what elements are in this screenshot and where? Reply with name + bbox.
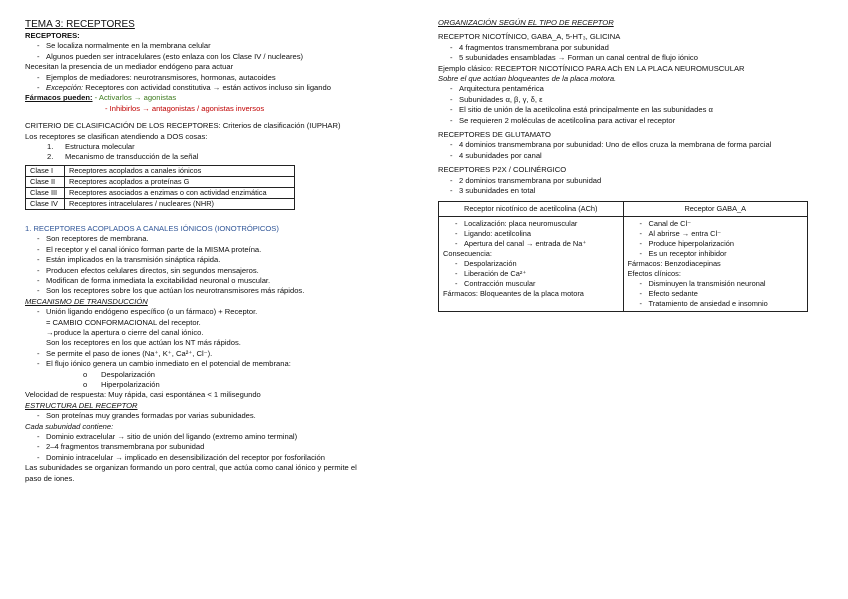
list-item: - Algunos pueden ser intracelulares (esto enlaza con los Clase IV / nucleares) (25, 52, 410, 62)
paragraph: Ejemplo clásico: RECEPTOR NICOTÍNICO PARA ACh EN LA PLACA NEUROMUSCULAR (438, 63, 745, 73)
table-header: Receptor GABA_A (623, 201, 808, 216)
right-column (438, 18, 820, 312)
paragraph: Los receptores se clasifican atendiendo a DOS cosas: (25, 131, 208, 141)
table-row (26, 176, 295, 187)
list-item: - 3 subunidades en total (438, 186, 820, 196)
list-item: - Localización: placa neuromuscular (443, 219, 619, 229)
table-cell: Clase III (26, 187, 65, 198)
list-item: - Dominio intracelular → implicado en desensibilización del receptor por fosforilación (25, 453, 410, 463)
list-item: - El flujo iónico genera un cambio inmediato en el potencial de membrana: (25, 359, 410, 369)
table-cell: Receptores intracelulares / nucleares (NHR) (65, 198, 295, 209)
section-heading: RECEPTOR NICOTÍNICO, GABA_A, 5-HT₃, GLICINA (438, 32, 621, 42)
table-cell (623, 216, 808, 311)
list-number: 2. (47, 152, 54, 162)
paragraph: Son los receptores en los que actúan los NT más rápidos. (46, 338, 241, 348)
list-item: - Liberación de Ca²⁺ (443, 269, 619, 279)
list-item: - Se requieren 2 moléculas de acetilcolina para activar el receptor (438, 116, 820, 126)
paragraph: Consecuencia: (443, 248, 492, 258)
page-title: TEMA 3: RECEPTORES (25, 19, 135, 30)
list-item: - 2–4 fragmentos transmembrana por subunidad (25, 442, 410, 452)
class-table (25, 165, 295, 210)
list-item: - Despolarización (443, 259, 619, 269)
list-item (25, 380, 410, 390)
table-row (26, 198, 295, 209)
section-heading: RECEPTORES P2X / COLINÉRGICO (438, 165, 567, 175)
list-item: - Se localiza normalmente en la membrana celular (25, 41, 410, 51)
subsection-heading: ESTRUCTURA DEL RECEPTOR (25, 400, 138, 410)
list-item: - Al abrirse → entra Cl⁻ (628, 229, 804, 239)
paragraph: Efectos clínicos: (627, 268, 681, 278)
list-item: - Contracción muscular (443, 279, 619, 289)
table-row (439, 216, 808, 311)
table-row (26, 187, 295, 198)
list-item: - Dominio extracelular → sitio de unión del ligando (extremo amino terminal) (25, 432, 410, 442)
list-item (25, 152, 410, 162)
list-marker: o (83, 379, 88, 389)
list-item: - 2 dominios transmembrana por subunidad (438, 176, 820, 186)
paragraph: Las subunidades se organizan formando un poro central, que actúa como canal iónico y permite el (25, 463, 357, 473)
excepcion-label: Excepción: (46, 83, 84, 93)
comparison-table (438, 201, 808, 312)
paragraph: Velocidad de respuesta: Muy rápida, casi espontánea < 1 milisegundo (25, 390, 261, 400)
list-item: - Apertura del canal → entrada de Na⁺ (443, 239, 619, 249)
list-item: - Subunidades α, β, γ, δ, ε (438, 95, 820, 105)
list-item: - Canal de Cl⁻ (628, 219, 804, 229)
list-item: - El sitio de unión de la acetilcolina está principalmente en las subunidades α (438, 105, 820, 115)
list-item (25, 370, 410, 380)
right-title: ORGANIZACIÓN SEGÚN EL TIPO DE RECEPTOR (438, 18, 614, 27)
table-cell (439, 216, 624, 311)
list-item: - 4 subunidades por canal (438, 151, 820, 161)
table-cell: Receptores acoplados a canales iónicos (65, 165, 295, 176)
table-header: Receptor nicotínico de acetilcolina (ACh) (439, 201, 624, 216)
list-item: - Unión ligando endógeno específico (o un fármaco) + Receptor. (25, 307, 410, 317)
list-item: - El receptor y el canal iónico forman parte de la MISMA proteína. (25, 245, 410, 255)
paragraph: paso de iones. (25, 473, 75, 483)
list-item: - Modifican de forma inmediata la excitabilidad neuronal o muscular. (25, 276, 410, 286)
criterio-heading: CRITERIO DE CLASIFICACIÓN DE LOS RECEPTORES: Criterios de clasificación (IUPHAR) (25, 121, 341, 131)
paragraph: = CAMBIO CONFORMACIONAL del receptor. (46, 317, 201, 327)
list-number: 1. (47, 142, 54, 152)
list-item: - Tratamiento de ansiedad e insomnio (628, 299, 804, 309)
list-text: Hiperpolarización (101, 379, 160, 389)
section-heading: RECEPTORES DE GLUTAMATO (438, 130, 551, 140)
list-item: - Se permite el paso de iones (Na⁺, K⁺, Ca²⁺, Cl⁻). (25, 349, 410, 359)
list-marker: o (83, 369, 88, 379)
list-item: - Disminuyen la transmisión neuronal (628, 279, 804, 289)
table-cell: Receptores asociados a enzimas o con actividad enzimática (65, 187, 295, 198)
list-text: Mecanismo de transducción de la señal (65, 152, 199, 162)
subsection-heading: MECANISMO DE TRANSDUCCIÓN (25, 296, 148, 306)
list-item: - Producen efectos celulares directos, sin segundos mensajeros. (25, 266, 410, 276)
list-item (25, 83, 410, 93)
list-item: - Están implicados en la transmisión sináptica rápida. (25, 255, 410, 265)
list-item: - Ligando: acetilcolina (443, 229, 619, 239)
paragraph: Necesitan la presencia de un mediador endógeno para actuar (25, 62, 234, 72)
paragraph: Cada subunidad contiene: (25, 421, 114, 431)
farmacos-line (25, 93, 410, 103)
list-item: - Produce hiperpolarización (628, 239, 804, 249)
list-text: Estructura molecular (65, 142, 135, 152)
list-text: Despolarización (101, 369, 156, 379)
table-cell: Receptores acoplados a proteínas G (65, 176, 295, 187)
table-cell: Clase I (26, 165, 65, 176)
section-heading: 1. RECEPTORES ACOPLADOS A CANALES IÓNICOS (IONOTRÓPICOS) (25, 223, 279, 233)
agonistas-text: - Activarlos → agonistas (94, 93, 177, 103)
table-cell: Clase II (26, 176, 65, 187)
list-item: - 4 fragmentos transmembrana por subunidad (438, 43, 820, 53)
table-cell: Clase IV (26, 198, 65, 209)
table-header-row (439, 201, 808, 216)
list-item: - 4 dominios transmembrana por subunidad: Uno de ellos cruza la membrana de forma parcial (438, 140, 820, 150)
paragraph: Fármacos: Benzodiacepinas (627, 258, 721, 268)
list-item: - Son receptores de membrana. (25, 234, 410, 244)
antagonistas-text: - Inhibirlos → antagonistas / agonistas inversos (105, 103, 265, 113)
list-item: - Ejemplos de mediadores: neurotransmisores, hormonas, autacoides (25, 73, 410, 83)
paragraph: →produce la apertura o cierre del canal iónico. (46, 327, 204, 337)
list-item: - Arquitectura pentamérica (438, 84, 820, 94)
excepcion-text: Receptores con actividad constitutiva → están activos incluso sin ligando (85, 83, 331, 93)
list-item: - Efecto sedante (628, 289, 804, 299)
paragraph: Sobre el que actúan bloqueantes de la placa motora. (438, 74, 617, 84)
list-item (25, 142, 410, 152)
left-column (25, 18, 410, 484)
list-item: - Son proteínas muy grandes formadas por varias subunidades. (25, 411, 410, 421)
table-row (26, 165, 295, 176)
list-item: - Son los receptores sobre los que actúan los neurotransmisores más rápidos. (25, 286, 410, 296)
paragraph: Fármacos: Bloqueantes de la placa motora (443, 288, 584, 298)
list-item: - 5 subunidades ensambladas → Forman un canal central de flujo iónico (438, 53, 820, 63)
receptores-label: RECEPTORES: (25, 31, 80, 40)
farmacos-label: Fármacos pueden: (25, 93, 93, 103)
list-item: - Es un receptor inhibidor (628, 249, 804, 259)
